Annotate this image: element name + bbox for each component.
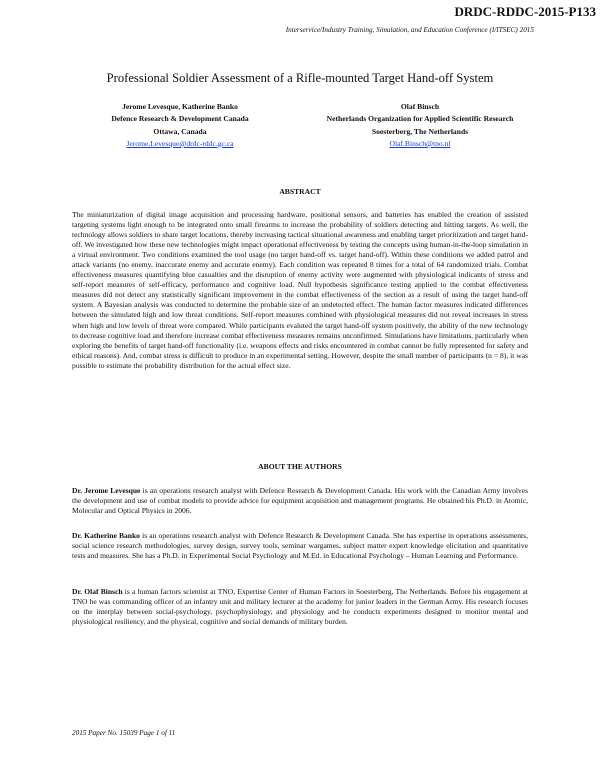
paper-title: Professional Soldier Assessment of a Rifle-mounted Target Hand-off System (106, 71, 494, 85)
author-block-left (80, 101, 280, 150)
author-organization: Defence Research & Development Canada (111, 114, 249, 124)
author-bio (72, 587, 528, 627)
author-bio (72, 486, 528, 516)
author-organization: Netherlands Organization for Applied Scientific Research (326, 114, 514, 124)
author-block-right (290, 101, 550, 150)
author-email-link[interactable]: Jerome.Levesque@drdc-rddc.gc.ca (126, 138, 234, 148)
abstract-heading: ABSTRACT (279, 187, 321, 196)
author-location: Ottawa, Canada (153, 126, 207, 136)
abstract-text: The miniaturization of digital image acquisition and processing hardware, positional sensors, and batteries has enabled the creation of assisted targeting systems light enough to be integrated onto small firearms to increase the probability of soldiers detecting and hitting targets. As well, the technology allows soldiers to share target locations, thereby increasing tactical situational awareness and enabling target prioritization and target hand-off. We investigated how these new technologies might impact operational effectiveness by testing the concepts using human-in-the-loop simulation in a virtual environment. Two conditions examined the tool usage (no target hand-off vs. target hand-off). Within these conditions we added patrol and attack variants (no enemy, inaccurate enemy and accurate enemy). Each condition was repeated 8 times for a total of 64 randomized trials. Combat effectiveness measures quantifying blue casualties and the disruption of enemy activity were augmented with physiological indicants of stress and self-report measures of self-efficacy, performance and cognitive load. Null hypothesis significance testing applied to the combat effectiveness measures did not detect any statistically significant improvement in the combat effectiveness of the section as a result of using the target hand-off system. A Bayesian analysis was conducted to determine the probable size of an undetected effect. The human factor measures indicated differences between the simulated high and low threat conditions. Self-report measures combined with physiological measures did not reveal increases in stress when high and low levels of threat were compared. While participants evaluted the target hand-off system positively, the ability of the new technology to decrease cognitive load and therefore increase combat effectiveness measures remains unconfirmed. Simulations have limitations, particularly when exploring the benefits of target hand-off functionality (i.e. weapons effects and risks encountered in combat cannot be fully represented for safety and ethical reasons). And, combat stress is difficult to produce in an experimental setting. However, despite the small number of participants (n = 8), it was possible to estimate the probability distribution for the actual effect size. (72, 210, 528, 370)
bio-text: is a human factors scientist at TNO, Expertise Center of Human Factors in Soesterberg, The Netherlands. Before his engagement at TNO he was commanding officer of an infantry unit and military lecturer at the academy for junior leaders in the German Army. His research focuses on the interplay between social-psychology, psychophysiology, and physiology and he conducts experiments designed to monitor mental and physiological resiliency, and the physical, cognitive and social demands of military burden. (72, 587, 528, 627)
bio-text: is an operations research analyst with Defence Research & Development Canada. She has expertise in operations assessments, social science research methodologies, survey design, survey tools, seminar wargames, subject matter expert knowledge elicitation and quantitative tests and measures. She has a Ph.D. in Experimental Social Psychology and M.Ed. in Educational Psychology – Human Learning and Performance. (72, 531, 528, 561)
bio-text: is an operations research analyst with Defence Research & Development Canada. His work with the Canadian Army involves the development and use of combat models to provide advice for equipment acquisition and management programs. He obtained his Ph.D. in Atomic, Molecular and Optical Physics in 2006. (72, 486, 529, 516)
bio-name: Dr. Jerome Levesque (72, 486, 141, 495)
author-location: Soesterberg, The Netherlands (371, 126, 469, 136)
document-id: DRDC-RDDC-2015-P133 (454, 4, 596, 19)
author-email-link[interactable]: Olaf.Binsch@tno.nl (389, 138, 451, 148)
author-bio (72, 531, 528, 561)
page-footer: 2015 Paper No. 15039 Page 1 of 11 (72, 729, 176, 737)
about-authors-heading: ABOUT THE AUTHORS (258, 462, 342, 471)
bio-name: Dr. Katherine Banko (72, 531, 140, 540)
author-names: Olaf Binsch (400, 102, 440, 111)
author-names: Jerome Levesque, Katherine Banko (122, 102, 238, 111)
conference-header: Interservice/Industry Training, Simulation, and Education Conference (I/ITSEC) 2015 (285, 26, 534, 34)
bio-name: Dr. Olaf Binsch (72, 587, 123, 596)
